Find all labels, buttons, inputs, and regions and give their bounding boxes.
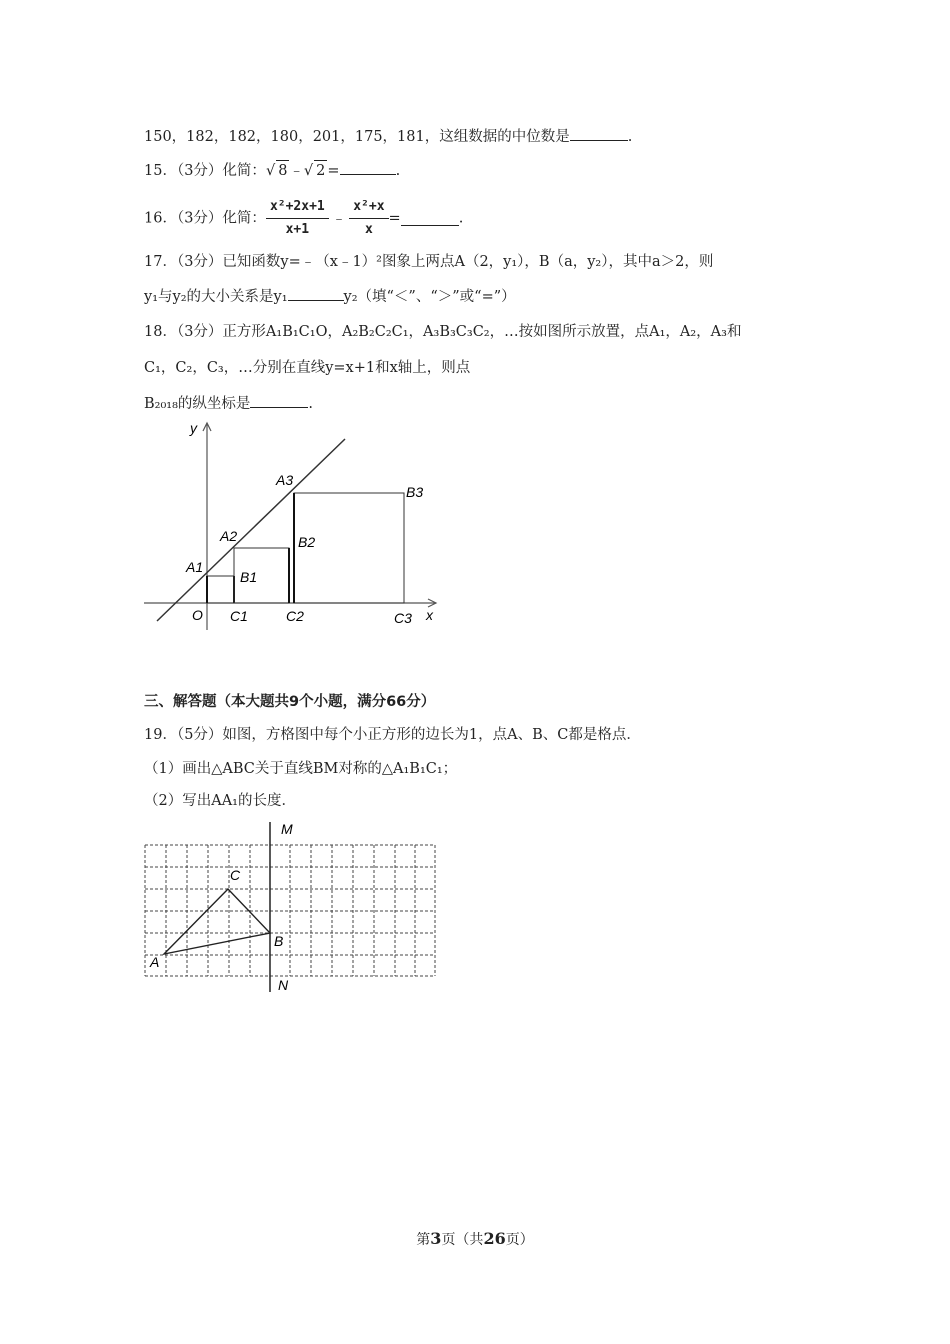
- q17-line-1: 17．（3分）已知函数y=﹣（x﹣1）²图象上两点A（2，y₁），B（a，y₂），其中a＞2，则: [144, 254, 714, 270]
- minus-sign: ﹣: [331, 210, 347, 227]
- q17-line-2: [144, 286, 516, 307]
- minus-sign: ﹣: [289, 163, 304, 179]
- q18-line-3: [144, 393, 313, 414]
- q16-label: 16．（3分）化简：: [144, 210, 266, 227]
- label-M: M: [281, 821, 293, 837]
- q17-text-a: y₁与y₂的大小关系是y₁: [144, 289, 288, 305]
- label-B: B: [274, 933, 284, 949]
- label-O: O: [192, 607, 203, 623]
- triangle-ABC: [164, 889, 270, 954]
- equals-sign: =: [388, 210, 401, 227]
- q19-line-1: 19．（5分）如图，方格图中每个小正方形的边长为1，点A、B、C都是格点．: [144, 727, 641, 743]
- q14-end: .: [627, 129, 633, 145]
- equals-sign: =: [327, 163, 340, 179]
- label-A2: A2: [220, 528, 238, 544]
- label-B2: B2: [298, 534, 316, 550]
- q19-part-1: （1）画出△ABC关于直线BM对称的△A₁B₁C₁；: [144, 761, 458, 777]
- grid: [145, 845, 435, 976]
- fraction-2: [349, 196, 388, 241]
- answer-blank: [570, 126, 628, 141]
- sqrt-2: √ 2: [304, 163, 327, 179]
- square-1: [207, 576, 234, 603]
- sqrt-8: √ 8: [266, 163, 289, 179]
- label-N: N: [278, 977, 289, 993]
- label-A3: A3: [276, 472, 294, 488]
- q16-end: .: [458, 210, 464, 227]
- q18-text-a: B₂₀₁₈的纵坐标是: [144, 396, 251, 412]
- label-C3: C3: [394, 610, 412, 626]
- section-3-title: 三、解答题（本大题共9个小题，满分66分）: [144, 694, 436, 710]
- page-footer: [0, 1229, 950, 1249]
- fraction-2-numerator: x²+x: [349, 196, 388, 219]
- q18-line-2: C₁，C₂，C₃，…分别在直线y=x+1和x轴上，则点: [144, 360, 471, 376]
- label-C2: C2: [286, 608, 304, 624]
- label-B3: B3: [406, 484, 424, 500]
- q18-line-1: 18．（3分）正方形A₁B₁C₁O，A₂B₂C₂C₁，A₃B₃C₃C₂，…按如图所示放置，点A₁，A₂，A₃和: [144, 324, 742, 340]
- footer-post: 页）: [505, 1232, 534, 1248]
- q16-line: [144, 196, 463, 241]
- label-B1: B1: [240, 569, 258, 585]
- q15-end: .: [395, 163, 401, 179]
- fraction-1-denominator: x+1: [285, 222, 310, 237]
- page-number: 3: [430, 1229, 442, 1248]
- q19-part-2: （2）写出AA₁的长度．: [144, 793, 296, 809]
- q15-label: 15．（3分）化简：: [144, 163, 266, 179]
- answer-blank: [288, 286, 344, 301]
- q14-line: [144, 126, 632, 147]
- label-C1: C1: [230, 608, 248, 624]
- label-A: A: [150, 954, 160, 970]
- footer-mid: 页（共: [441, 1232, 484, 1248]
- fraction-1: [266, 196, 329, 241]
- q17-text-b: y₂（填“＜”、“＞”或“=”）: [343, 289, 516, 305]
- answer-blank: [401, 211, 459, 226]
- q18-figure: [140, 415, 450, 635]
- q19-figure: [140, 818, 450, 998]
- q18-end: .: [308, 396, 314, 412]
- line-y-eq-x-plus-1: [157, 439, 345, 621]
- label-x: x: [426, 607, 433, 623]
- answer-blank: [340, 160, 396, 175]
- page-total: 26: [483, 1229, 506, 1248]
- label-C: C: [230, 867, 241, 883]
- fraction-1-numerator: x²+2x+1: [266, 196, 329, 219]
- sqrt-radicand-2: 2: [314, 160, 327, 181]
- footer-pre: 第: [416, 1232, 431, 1248]
- q14-text: 150，182，182，180，201，175，181，这组数据的中位数是: [144, 129, 570, 145]
- fraction-2-denominator: x: [364, 222, 373, 237]
- q15-line: [144, 160, 400, 181]
- label-y: y: [190, 420, 197, 436]
- label-A1: A1: [186, 559, 204, 575]
- answer-blank: [250, 393, 308, 408]
- sqrt-radicand-1: 8: [276, 160, 289, 181]
